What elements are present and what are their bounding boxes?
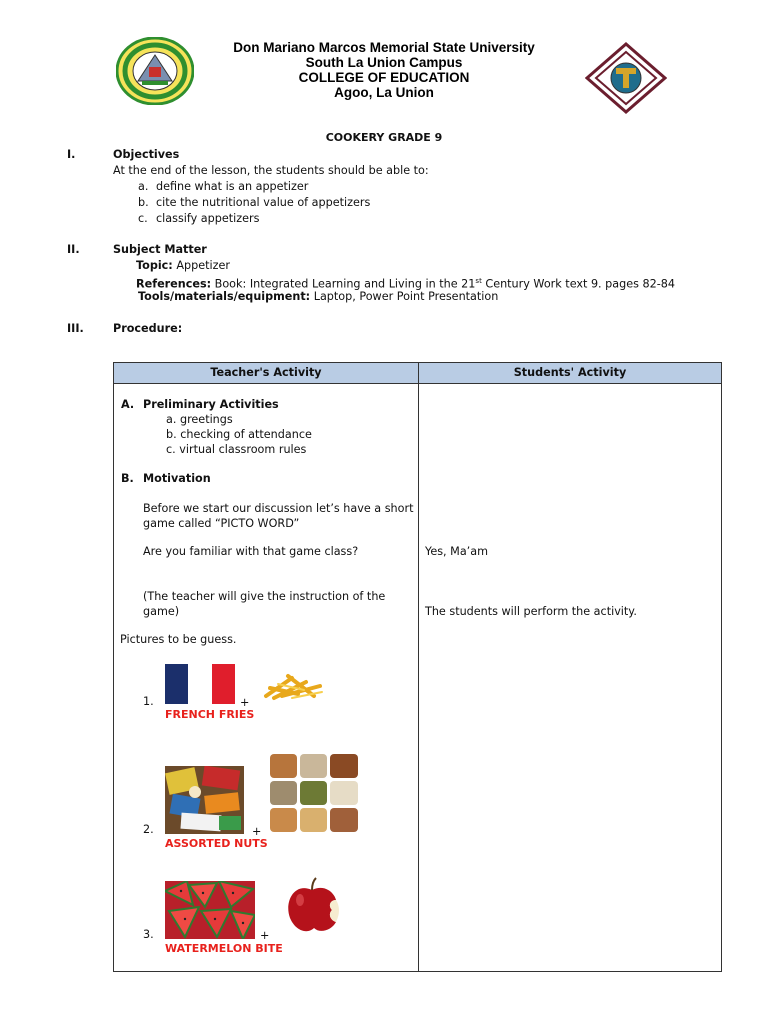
prelim-marker: A.	[121, 398, 135, 411]
tools-label: Tools/materials/equipment:	[138, 290, 311, 303]
puzzle-answer: FRENCH FRIES	[165, 708, 255, 721]
campus-name: South La Union Campus	[305, 55, 463, 70]
section-numeral: II.	[67, 243, 80, 256]
location: Agoo, La Union	[334, 85, 434, 100]
list-item: define what is an appetizer	[156, 180, 309, 193]
plus-sign: +	[260, 929, 270, 942]
teacher-instruction: game)	[143, 605, 180, 618]
list-marker: a.	[138, 180, 149, 193]
teacher-column-header: Teacher's Activity	[210, 366, 322, 379]
column-divider	[418, 363, 419, 971]
puzzle-number: 1.	[143, 695, 154, 708]
prelim-heading: Preliminary Activities	[143, 398, 279, 411]
references-superscript: st	[475, 277, 482, 285]
prelim-item: a. greetings	[166, 413, 233, 426]
prelim-item: b. checking of attendance	[166, 428, 312, 441]
references-value: Book: Integrated Learning and Living in the 21	[214, 277, 476, 291]
puzzle-number: 2.	[143, 823, 154, 836]
puzzle-answer: WATERMELON BITE	[165, 942, 283, 955]
motivation-text: Before we start our discussion let’s have a short	[143, 502, 414, 515]
students-column-header: Students' Activity	[513, 366, 627, 379]
list-item: cite the nutritional value of appetizers	[156, 196, 371, 209]
list-marker: c.	[138, 212, 148, 225]
teacher-question: Are you familiar with that game class?	[143, 545, 359, 558]
plus-sign: +	[252, 825, 262, 838]
topic-line	[136, 259, 230, 273]
fries-image	[262, 670, 326, 702]
topic-value: Appetizer	[176, 259, 230, 272]
tools-line	[138, 290, 498, 304]
motivation-heading: Motivation	[143, 472, 211, 485]
right-college-seal	[585, 42, 667, 114]
motivation-text: game called “PICTO WORD”	[143, 517, 300, 530]
snacks-pile-image	[165, 766, 244, 834]
section-numeral: I.	[67, 148, 76, 161]
objectives-intro: At the end of the lesson, the students should be able to:	[113, 164, 429, 177]
puzzle-answer: ASSORTED NUTS	[165, 837, 268, 850]
plus-sign: +	[240, 696, 250, 709]
college-name: COLLEGE OF EDUCATION	[298, 70, 470, 85]
tools-value: Laptop, Power Point Presentation	[313, 290, 499, 303]
list-marker: b.	[138, 196, 149, 209]
section-heading: Objectives	[113, 148, 180, 161]
student-activity: The students will perform the activity.	[425, 605, 637, 618]
section-heading: Subject Matter	[113, 243, 207, 256]
section-heading: Procedure:	[113, 322, 183, 335]
teacher-instruction: (The teacher will give the instruction of the	[143, 590, 386, 603]
pictures-intro: Pictures to be guess.	[120, 633, 237, 646]
apple-bite-image	[284, 876, 344, 934]
motivation-marker: B.	[121, 472, 134, 485]
france-flag-image	[165, 664, 235, 704]
left-university-seal	[116, 37, 194, 105]
puzzle-number: 3.	[143, 928, 154, 941]
watermelon-image	[165, 881, 255, 939]
references-label: References:	[136, 277, 212, 291]
topic-label: Topic:	[136, 259, 173, 272]
nuts-grid-image	[268, 752, 360, 834]
section-numeral: III.	[67, 322, 84, 335]
university-name: Don Mariano Marcos Memorial State University	[233, 40, 535, 55]
subject-title: COOKERY GRADE 9	[325, 131, 443, 144]
references-value-end: Century Work text 9. pages 82-84	[481, 277, 676, 291]
student-answer: Yes, Ma’am	[425, 545, 488, 558]
prelim-item: c. virtual classroom rules	[166, 443, 307, 456]
list-item: classify appetizers	[156, 212, 260, 225]
